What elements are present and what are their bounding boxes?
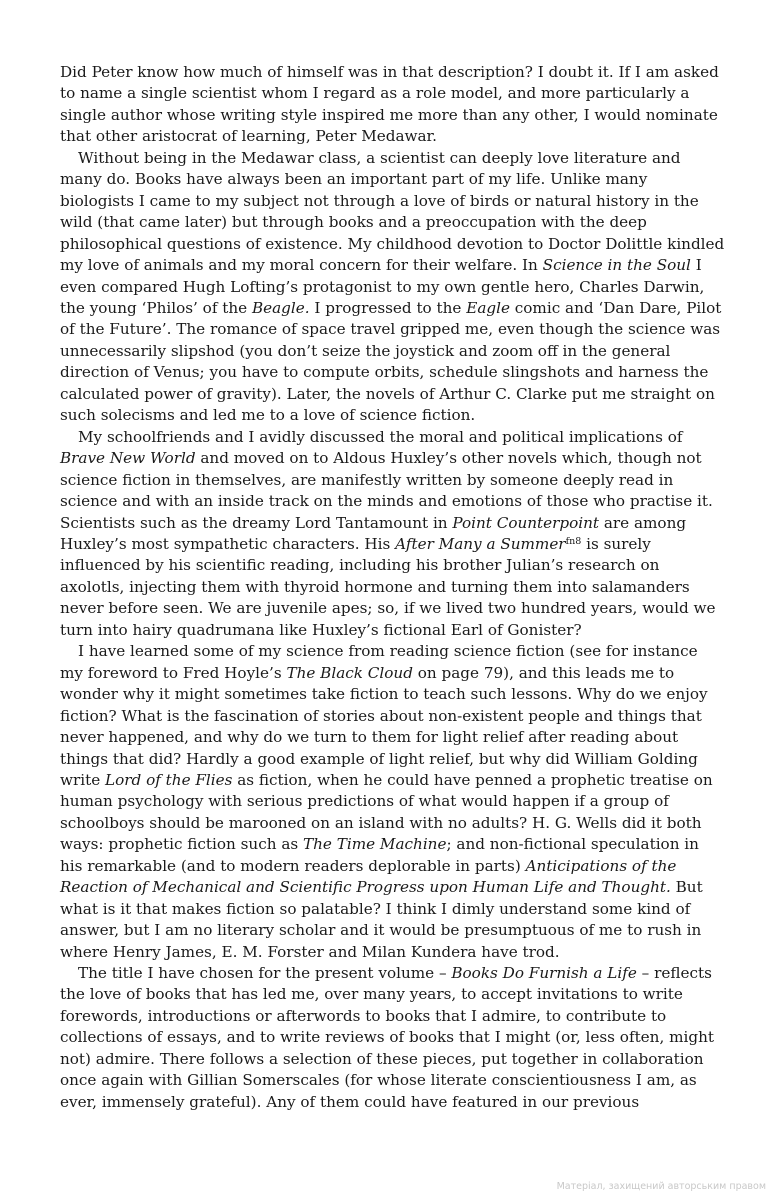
italic-title: Books Do Furnish a Life [451, 964, 637, 983]
text-run: and moved on to Aldous Huxley’s other novels which, though not science fiction in themselves, are manifestly written by someone deeply read in science and with an inside track on the minds and emotions of those who practise it. Scientists such as the dreamy Lord Tantamount in [60, 449, 713, 532]
text-run: on page 79), and this leads me to wonder why it might sometimes take fiction to teach such lessons. Why do we enjoy fiction? What is the fascination of stories about non-existent people and things that never happened, and why do we turn to them for light relief after reading about things that did? Hardly a good example of light relief, but why did William Golding write [60, 663, 708, 789]
text-run: ; and non-fictional speculation in his remarkable (and to modern readers deplorable in parts) [60, 835, 699, 875]
text-run: My schoolfriends and I avidly discussed the moral and political implications of [78, 427, 683, 446]
italic-title: Anticipations of the Reaction of Mechanical and Scientific Progress upon Human Life and Thought. [60, 856, 677, 897]
text-run: – reflects the love of books that has led me, over many years, to accept invitations to write forewords, introductions or afterwords to books that I admire, to contribute to collections of essays, and to write reviews of books that I might (or, less often, might not) admire. There follows a selection of these pieces, put together in collaboration once again with Gillian Somerscales (for whose literate conscientiousness I am, as ever, immensely grateful). Any of them could have featured in our previous [60, 964, 714, 1111]
text-run: Without being in the Medawar class, a scientist can deeply love literature and many do. Books have always been an important part of my life. Unlike many biologists I came to my subject not through a love of birds or natural history in the wild (that came later) but through books and a preoccupation with the deep philosophical questions of existence. My childhood devotion to Doctor Dolittle kindled my love of animals and my moral concern for their welfare. In [60, 148, 725, 275]
text-run: The title I have chosen for the present volume – [78, 964, 452, 983]
body-paragraph [60, 963, 725, 1113]
text-run: I even compared Hugh Lofting’s protagonist to my own gentle hero, Charles Darwin, the young ‘Philos’ of the [60, 256, 705, 317]
footnote-marker[interactable]: fn8 [565, 535, 582, 547]
italic-title: Point Counterpoint [452, 513, 600, 532]
book-page-body [60, 62, 725, 1113]
text-run: I progressed to the [309, 298, 467, 317]
italic-title: Lord of the Flies [105, 770, 233, 789]
text-run: are among Huxley’s most sympathetic characters. His [60, 513, 687, 553]
italic-title: Eagle [466, 298, 510, 317]
body-paragraph [60, 62, 725, 148]
text-run: comic and ‘Dan Dare, Pilot of the Future’. The romance of space travel gripped me, even though the science was unnecessarily slipshod (you don’t seize the joystick and zoom off in the general direction of Venus; you have to compute orbits, schedule slingshots and harness the calculated power of gravity). Later, the novels of Arthur C. Clarke put me straight on such solecisms and led me to a love of science fiction. [60, 298, 722, 425]
text-run: as fiction, when he could have penned a prophetic treatise on human psychology with serious predictions of what would happen if a group of schoolboys should be marooned on an island with no adults? H. G. Wells did it both ways: prophetic fiction such as [60, 770, 713, 854]
italic-title: The Black Cloud [286, 663, 413, 682]
body-paragraph [60, 641, 725, 963]
italic-title: Science in the Soul [542, 256, 691, 275]
text-run: But what is it that makes fiction so palatable? I think I dimly understand some kind of answer, but I am no literary scholar and it would be presumptuous of me to rush in where Henry James, E. M. Forster and Milan Kundera have trod. [60, 878, 703, 961]
text-run: Did Peter know how much of himself was in that description? I doubt it. If I am asked to name a single scientist whom I regard as a role model, and more particularly a single author whose writing style inspired me more than any other, I would nominate that other aristocrat of learning, Peter Medawar. [60, 63, 719, 146]
text-run: is surely influenced by his scientific reading, including his brother Julian’s research on axolotls, injecting them with thyroid hormone and turning them into salamanders never before seen. We are juvenile apes; so, if we lived two hundred years, would we turn into hairy quadrumana like Huxley’s fictional Earl of Gonister? [60, 534, 716, 639]
text-run: I have learned some of my science from reading science fiction (see for instance my foreword to Fred Hoyle’s [60, 642, 698, 682]
italic-title: After Many a Summer [395, 534, 566, 553]
italic-title: Brave New World [60, 449, 196, 468]
body-paragraph [60, 427, 725, 642]
italic-title: The Time Machine [303, 835, 447, 854]
body-paragraph [60, 148, 725, 427]
italic-title: Beagle. [251, 298, 310, 317]
copyright-watermark: Матеріал, захищений авторським правом [556, 1181, 766, 1192]
